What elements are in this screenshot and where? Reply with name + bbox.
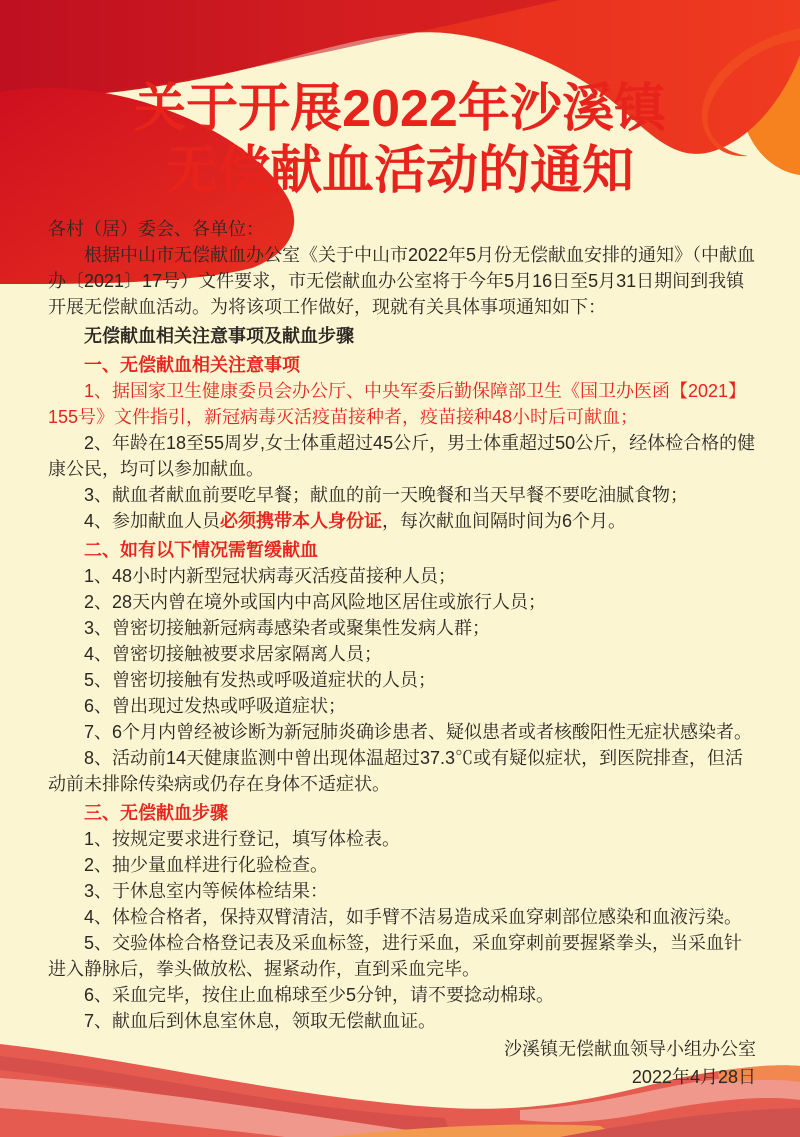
list-item: 1、48小时内新型冠状病毒灭活疫苗接种人员；: [84, 566, 457, 586]
list-item: [48, 508, 756, 534]
section-3-heading: 三、无偿献血步骤: [84, 803, 228, 823]
subject-heading: 无偿献血相关注意事项及献血步骤: [84, 326, 354, 346]
section-1-heading: 一、无偿献血相关注意事项: [84, 355, 300, 375]
list-item: 7、6个月内曾经被诊断为新冠肺炎确诊患者、疑似患者或者核酸阳性无症状感染者。: [84, 722, 753, 742]
list-item: 1、按规定要求进行登记，填写体检表。: [84, 829, 401, 849]
list-item: 5、交验体检合格登记表及采血标签，进行采血，采血穿刺前要握紧拳头，当采血针进入静脉后，拳头做放松、握紧动作，直到采血完毕。: [48, 933, 743, 979]
notice-body: [48, 216, 756, 1090]
list-item: 2、抽少量血样进行化验检查。: [84, 855, 329, 875]
item-text: ，每次献血间隔时间为6个月。: [382, 511, 627, 531]
intro-paragraph: 根据中山市无偿献血办公室《关于中山市2022年5月份无偿献血安排的通知》（中献血办〔2021〕17号）文件要求，市无偿献血办公室将于今年5月16日至5月31日期间到我镇开展无偿献血活动。为将该项工作做好，现就有关具体事项通知如下：: [48, 245, 756, 317]
item-text: 4、参加献血人员: [84, 511, 221, 531]
list-item: 2、28天内曾在境外或国内中高风险地区居住或旅行人员；: [84, 592, 547, 612]
title-line-2: 无偿献血活动的通知: [165, 142, 634, 200]
salutation: 各村（居）委会、各单位：: [48, 219, 264, 239]
page-title: [0, 78, 800, 202]
list-item: 7、献血后到休息室休息，领取无偿献血证。: [84, 1011, 437, 1031]
list-item: 5、曾密切接触有发热或呼吸道症状的人员；: [84, 670, 437, 690]
list-item: 4、曾密切接触被要求居家隔离人员；: [84, 644, 383, 664]
item-emphasis-text: 必须携带本人身份证: [220, 511, 383, 531]
list-item: 1、据国家卫生健康委员会办公厅、中央军委后勤保障部卫生《国卫办医函【2021】155号》文件指引，新冠病毒灭活疫苗接种者，疫苗接种48小时后可献血；: [48, 381, 747, 427]
title-line-1: 关于开展2022年沙溪镇: [134, 80, 666, 138]
section-2-heading: 二、如有以下情况需暂缓献血: [84, 540, 318, 560]
signature-date: 2022年4月28日: [631, 1067, 756, 1087]
list-item: 4、体检合格者，保持双臂清洁，如手臂不洁易造成采血穿刺部位感染和血液污染。: [84, 907, 743, 927]
list-item: 3、曾密切接触新冠病毒感染者或聚集性发病人群；: [84, 618, 491, 638]
list-item: 8、活动前14天健康监测中曾出现体温超过37.3℃或有疑似症状，到医院排查，但活动前未排除传染病或仍存在身体不适症状。: [48, 748, 744, 794]
list-item: 6、曾出现过发热或呼吸道症状；: [84, 696, 347, 716]
list-item: 6、采血完毕，按住止血棉球至少5分钟，请不要捻动棉球。: [84, 985, 555, 1005]
signature-org: 沙溪镇无偿献血领导小组办公室: [504, 1039, 756, 1059]
list-item: 3、于休息室内等候体检结果：: [84, 881, 329, 901]
notice-content: [0, 78, 800, 1090]
list-item: 3、献血者献血前要吃早餐；献血的前一天晚餐和当天早餐不要吃油腻食物；: [84, 485, 689, 505]
list-item: 2、年龄在18至55周岁,女士体重超过45公斤，男士体重超过50公斤，经体检合格的健康公民，均可以参加献血。: [48, 433, 756, 479]
